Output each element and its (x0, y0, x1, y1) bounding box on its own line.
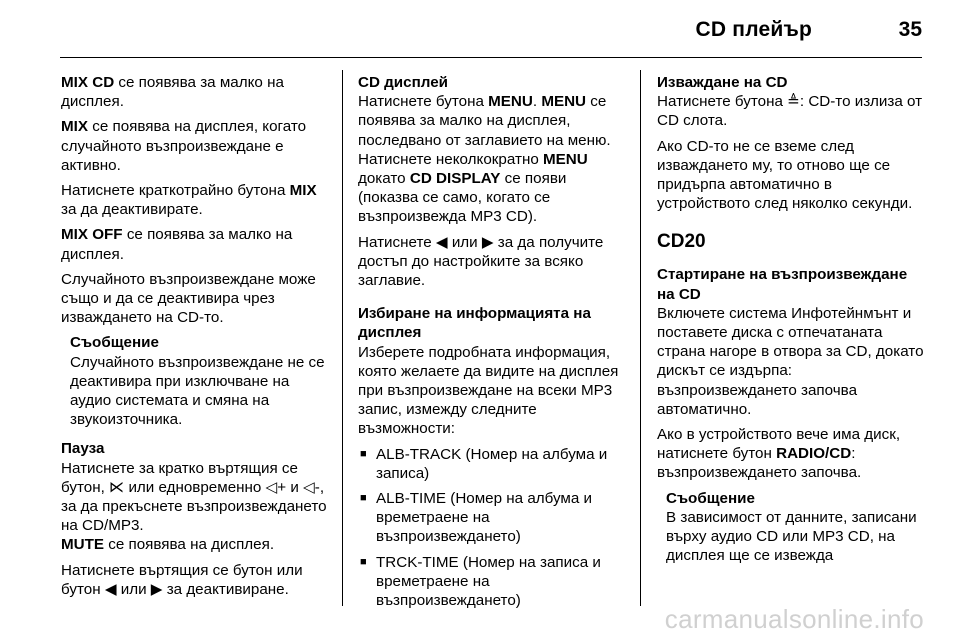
volume-down-icon: ◁- (303, 478, 320, 496)
bullet-square-icon: ■ (360, 447, 367, 460)
paragraph-radio-cd: Ако в устройството вече има диск, натиснете бутон RADIO/CD: възпроизвеждането започва. (657, 426, 901, 482)
note-random (70, 333, 329, 429)
note-text: В зависимост от данните, записани върху аудио CD или MP3 CD, на дисплея ще се извежда (666, 508, 917, 565)
page-number: 35 (898, 18, 922, 41)
column-divider-2 (640, 70, 641, 606)
paragraph-auto-retract: Ако CD-то не се вземе след изваждането му, то отново ще се придърпа автоматично в устройството след няколко секунди. (657, 137, 913, 213)
section-heading-eject: Изваждане на CD (657, 74, 788, 91)
arrow-left-icon: ◀ (104, 580, 117, 598)
mute-knob-icon: ⋉ (109, 478, 125, 496)
paragraph-mix-deactivate: Натиснете краткотрайно бутона MIX за да деактивирате. (61, 182, 317, 219)
paragraph-display-info: Изберете подробната информация, която желаете да видите на дисплея при възпроизвеждане на всеки MP3 запис, измежду следните възможности: (358, 343, 619, 438)
section-heading-pause: Пауза (61, 440, 105, 458)
paragraph-unpause: Натиснете въртящия се бутон или бутон ◀ или ▶ за деактивиране. (61, 561, 303, 598)
list-item: ■ ALB-TIME (Номер на албума и времетраене на възпроизвеждането) (360, 490, 593, 546)
list-item: ■ ALB-TRACK (Номер на албума и записа) (360, 445, 608, 482)
arrow-left-icon: ◀ (435, 233, 448, 251)
header-divider (60, 57, 922, 58)
paragraph-eject: Натиснете бутона ≜: CD-то излиза от CD слота. (657, 93, 923, 130)
subsection-heading-start-playback: Стартиране на възпроизвеждане на CD (657, 266, 908, 303)
column-divider-1 (342, 70, 343, 606)
paragraph-mix-active: MIX се появява на дисплея, когато случайното възпроизвеждане е активно. (61, 118, 307, 174)
paragraph-insert-disc: Включете система Инфотейнмънт и поставете диска с отпечатаната страна нагоре в отвора за CD, докато дискът се издърпа: възпроизвеждането започва автоматично. (657, 304, 924, 418)
watermark: carmanualsonline.info (664, 604, 924, 634)
list-item: ■ TRCK-TIME (Номер на записа и времетраене на възпроизвеждането) (360, 553, 601, 610)
section-heading-cd-display: CD дисплей (358, 74, 448, 91)
note-title: Съобщение (666, 489, 755, 507)
subsection-heading-display-info: Избиране на информацията на дисплея (358, 305, 591, 342)
page-title: CD плейър (695, 18, 812, 41)
paragraph-menu: Натиснете бутона MENU. MENU се появява за малко на дисплея, последвано от заглавието на меню. Натиснете неколкократно MENU докато CD DISPLAY се появи (показва се само, когато се възпроизвежда MP3 CD). (358, 93, 611, 226)
paragraph-random-eject: Случайното възпроизвеждане може също и да се деактивира чрез изваждането на CD-то. (61, 270, 316, 327)
arrow-right-icon: ▶ (481, 233, 494, 251)
paragraph-mix-off: MIX OFF се появява за малко на дисплея. (61, 226, 293, 263)
paragraph-arrows: Натиснете ◀ или ▶ за да получите достъп до настройките за всяко заглавие. (358, 233, 604, 290)
section-heading-cd20: CD20 (657, 231, 706, 253)
note-title: Съобщение (70, 334, 159, 352)
arrow-right-icon: ▶ (150, 580, 163, 598)
column-2 (358, 73, 626, 616)
bullet-square-icon: ■ (360, 492, 367, 505)
column-3 (657, 73, 925, 575)
note-text: Случайното възпроизвеждане не се деактивира при изключване на аудио системата и смяна на звукоизточника. (70, 353, 325, 429)
paragraph-pause: Натиснете за кратко въртящия се бутон, ⋉ или едновременно ◁+ и ◁-, за да прекъснете възпроизвеждането на CD/MP3. MUTE се появява на дисплея. (61, 459, 327, 554)
column-1 (61, 73, 329, 605)
eject-icon: ≜ (787, 93, 800, 111)
paragraph-mix-cd: MIX CD се появява за малко на дисплея. (61, 74, 284, 111)
bullet-square-icon: ■ (360, 555, 367, 568)
note-display (666, 489, 925, 566)
volume-up-icon: ◁+ (265, 478, 287, 496)
